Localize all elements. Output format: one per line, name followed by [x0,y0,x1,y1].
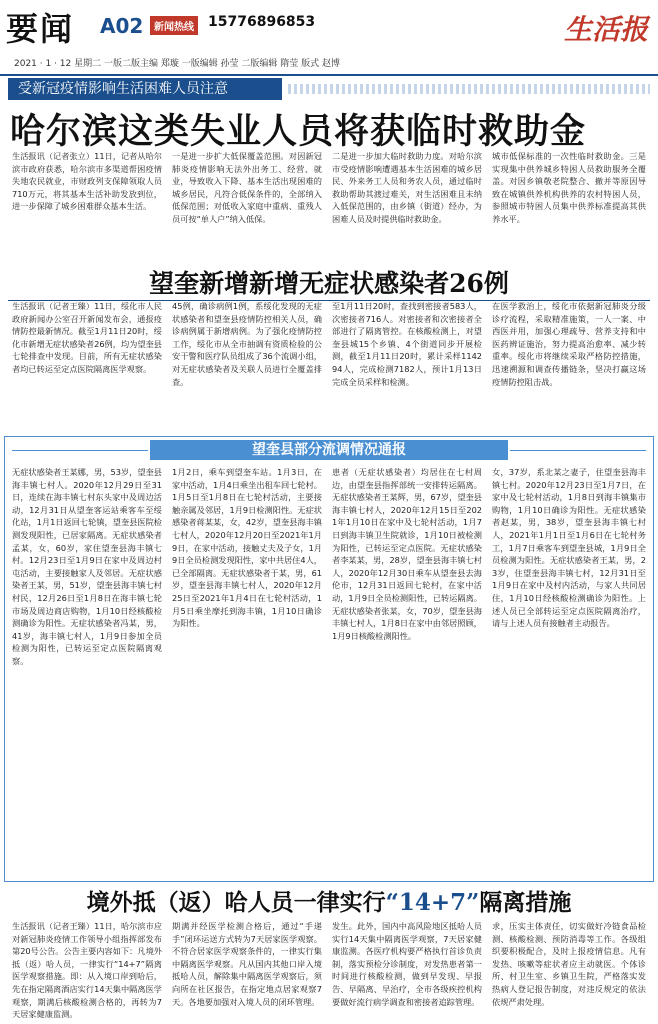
article3-col3: 发生。此外，国内中高风险地区抵哈人员实行14天集中隔离医学观察，7天居家健康监测。各医疗机构要严格执行首诊负责制，落实预检分诊制度，对发热患者第一时间进行核酸检测，做到早发现、早报告、早隔离、早治疗，全市各级疾控机构要做好流行病学调查和密接者追踪管理。 [332,921,482,1007]
article2-col1: 生活报讯（记者王臻）11日，绥化市人民政府新闻办公室召开新闻发布会，通报疫情防控最新情况。截至1月11日20时，绥化市新增无症状感染者26例，均为望奎县七轮排查中发现。目前，所有无症状感染者均已转运至定点医院隔离医学观察。 [12,301,162,374]
article2-col4: 在医学救治上，绥化市依据新冠肺炎分级诊疗流程，采取精准施策，一人一案、中西医并用，加强心理疏导、营养支持和中医药辨证施治，努力提高治愈率、减少转重率。绥化市将继续采取严格防控措施，迅速溯源和调查传播链条，坚决打赢这场疫情防控阻击战。 [492,301,646,387]
article2-col3: 至1月11日20时，查找到密接者583人，次密接者716人。对密接者和次密接者全部进行了隔离管控。在核酸检测上，对望奎县城15个乡镇、4个街道同步开展检测，截至1月11日20时，累计采样114294人，完成检测7182人，预计1月13日完成全员采样和检测。 [332,301,482,387]
hotline-number: 15776896853 [208,14,316,30]
article1-col3: 二是进一步加大临时救助力度。对哈尔滨市受疫情影响遭遇基本生活困难的城乡居民、外来务工人员和务农人员，通过临时救助帮助其渡过难关，对生活困难且未纳入低保范围的，由乡镇（街道）经办，为困难人员及时提供临时救助金。 [332,151,482,224]
report-line-right [510,450,646,451]
dateline: 2021 · 1 · 12 星期二 一版二版主编 郑璇 一版编辑 孙莹 二版编辑 隋莹 版式 赵博 [14,59,340,69]
article1-col2: 一是进一步扩大低保覆盖范围。对因新冠肺炎疫情影响无法外出务工、经营、就业，导致收入下降、基本生活出现困难的城乡居民，凡符合低保条件的，全部纳入低保范围；对低收入家庭中重病、重残人员可按“单人户”纳入低保。 [172,151,322,224]
article3-title-highlight: “14+7” [385,889,480,916]
article1-kicker: 受新冠疫情影响生活困难人员注意 [8,78,282,100]
article3-title-pre: 境外抵（返）哈人员一律实行 [86,889,386,916]
report-col4: 女，37岁，系北某之妻子，住望奎县海丰镇七村。2020年12月23日至1月7日，在家中及七轮村活动，1月8日到海丰镇集市购物，1月10日确诊为阳性。无症状感染者赵某，男，38岁，望奎县海丰镇七村人，2021年1月1日至1月6日在七轮村务工，1月7日乘客车到望奎县城，1月9日全员检测为阳性。无症状感染者王某，男，23岁，住望奎县海丰镇七村，12月31日至1月9日在家中及村内活动，与家人共同居住，1月10日经核酸检测确诊为阳性。上述人员已全部转运至定点医院隔离治疗，请与上述人员有接触者主动报告。 [492,467,646,629]
report-line-left [12,450,148,451]
article3-col2: 期满并经医学检测合格后，通过“手递手”闭环运送方式转为7天居家医学观察。不符合居家医学观察条件的，一律实行集中隔离医学观察。凡从国内其他口岸入境抵哈人员，解除集中隔离医学观察后，须向所在社区报告，在指定地点居家观察7天。各地要加强对入境人员的闭环管理。 [172,921,322,1007]
report-title: 望奎县部分流调情况通报 [150,440,508,460]
report-col2: 1月2日，乘车到望奎车站。1月3日，在家中活动，1月4日乘坐出租车回七轮村。1月5日至1月8日在七轮村活动，主要接触亲属及邻居，1月9日检测阳性。无症状感染者蒋某某，女，42岁，望奎县海丰镇七村人，2020年12月20日至2021年1月9日，在家中活动，接触丈夫及子女，1月9日全员检测发现阳性，家中共居住4人，已全部隔离。无症状感染者于某，男，61岁，望奎县海丰镇七村人，2020年12月25日至2021年1月4日在七轮村活动，1月5日乘坐摩托到海丰镇，1月10日确诊为阳性。 [172,467,322,629]
article1-col4: 城市低保标准的一次性临时救助金。三是实现集中供养城乡特困人员救助服务全覆盖。对因乡镇敬老院整合、撤并等原因导致在城镇供养机构供养的农村特困人员，参照城市特困人员集中供养标准提高其供养水平。 [492,151,646,224]
article1-headline: 哈尔滨这类失业人员将获临时救助金 [10,111,587,152]
page-code: A02 [100,14,144,38]
report-col3: 患者（无症状感染者）均居住在七村周边，由望奎县指挥部统一安排转运隔离。无症状感染者王某辉，男，67岁，望奎县海丰镇七村人，2020年12月15日至2021年1月10日在家中及七轮村活动，1月7日到海丰镇卫生院就诊，1月10日被检测为阳性，已转运至定点医院。无症状感染者李某某，男，28岁，望奎县海丰镇七村人，2020年12月30日乘车从望奎县去海伦市，12月31日返回七轮村，在家中活动，1月9日全员检测阳性，已转运隔离。无症状感染者张某，女，70岁，望奎县海丰镇七村人，1月8日在家中由邻居照顾，1月9日核酸检测阳性。 [332,467,482,641]
page-header [0,0,658,76]
newspaper-logo: 生活报 [563,13,648,46]
article1-col1: 生活报讯（记者张立）11日，记者从哈尔滨市政府获悉，哈尔滨市多渠道帮困疫情失地农民就业，市财政列支保障领取人员710万元，将其基本生活补助发放到位，进一步保障了城乡困难群众基本生活。 [12,151,162,212]
article3-headline [0,884,658,917]
article3-title-post: 隔离措施 [479,889,572,916]
article3-col1: 生活报讯（记者王臻）11日，哈尔滨市应对新冠肺炎疫情工作领导小组指挥部发布第20号公告。公告主要内容如下：凡境外抵（返）哈人员，一律实行“14+7”隔离医学观察措施。即：从入境口岸到哈后，先在指定隔离酒店实行14天集中隔离医学观察，期满后核酸检测合格的，再转为7天居家健康监测。 [12,921,162,1020]
hotline-label: 新闻热线 [150,16,198,35]
article2-col2: 45例，确诊病例1例，系绥化发现的无症状感染者和望奎县疫情防控相关人员，确诊病例属于新增病例。为了强化疫情防控工作，绥化市从全市抽调有资质检验的公安干警和医疗队员组成了36个流调小组，对无症状感染者及关联人员进行全覆盖排查。 [172,301,322,387]
report-col1: 无症状感染者王某娜，男，53岁，望奎县海丰镇七村人。2020年12月29日至31日，连续在海丰镇七村东头家中及周边活动，12月31日从望奎客运站乘客车至绥化站，1月1日返回七轮镇，望奎县医院检测发现阳性，已居家隔离。无症状感染者孟某，女，60岁，家住望奎县海丰镇七村。12月23日至1月9日在家中及周边村屯活动，主要接触家人及邻居。无症状感染者王某，男，51岁，望奎县海丰镇七村村民，12月26日至1月8日在海丰镇七轮市场及周边商店购物，1月10日经核酸检测确诊为阳性。无症状感染者冯某，男，41岁，海丰镇七村人，1月9日参加全员检测为阳性，已转运至定点医院隔离观察。 [12,467,162,666]
article3-col4: 求，压实主体责任，切实做好冷链食品检测、核酸检测、预防消毒等工作。各级组织要积极配合，及时上报疫情信息。凡有发热、咳嗽等症状者应主动就医。个体诊所、村卫生室、乡镇卫生院，严格落实发热病人登记报告制度，对违反规定的依法依规严肃处理。 [492,921,646,1007]
decorative-stripes [288,84,650,94]
article2-headline: 望奎新增新增无症状感染者26例 [149,269,509,298]
section-title: 要闻 [6,10,75,48]
